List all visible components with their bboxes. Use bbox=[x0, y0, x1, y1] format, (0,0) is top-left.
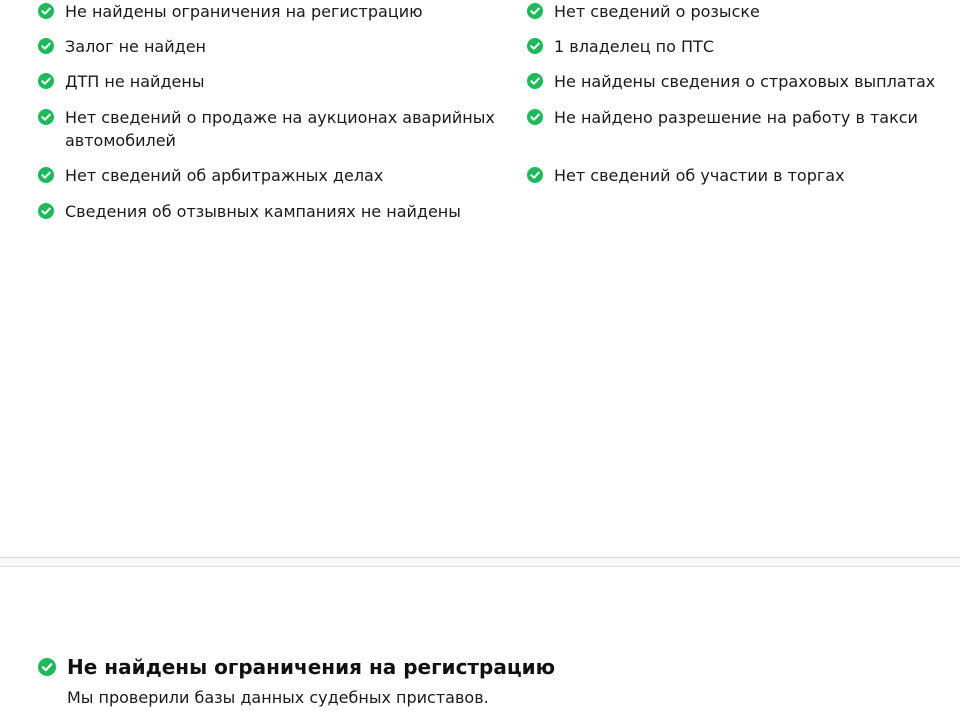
check-item-accidents bbox=[38, 70, 508, 93]
check-circle-icon bbox=[38, 73, 54, 89]
check-item-trading bbox=[527, 164, 960, 187]
check-item-label: Сведения об отзывных кампаниях не найдены bbox=[65, 202, 461, 221]
check-item-owners bbox=[527, 35, 960, 58]
check-item-label: Нет сведений о продаже на аукционах аварийных автомобилей bbox=[65, 108, 495, 150]
check-item-label: Нет сведений об участии в торгах bbox=[554, 166, 845, 185]
check-item-recall-campaigns bbox=[38, 200, 508, 223]
check-item-label: ДТП не найдены bbox=[65, 72, 205, 91]
check-item-taxi-permit bbox=[527, 106, 960, 129]
check-circle-icon bbox=[527, 3, 543, 19]
detail-title: Не найдены ограничения на регистрацию bbox=[67, 655, 556, 679]
check-item-arbitration bbox=[38, 164, 508, 187]
check-item-registration-restrictions bbox=[38, 0, 508, 23]
check-item-label: Не найдены ограничения на регистрацию bbox=[65, 2, 423, 21]
check-circle-icon bbox=[527, 167, 543, 183]
check-circle-icon bbox=[38, 658, 56, 676]
check-item-label: 1 владелец по ПТС bbox=[554, 37, 714, 56]
check-item-label: Нет сведений о розыске bbox=[554, 2, 760, 21]
detail-heading bbox=[38, 652, 938, 682]
check-circle-icon bbox=[527, 38, 543, 54]
check-circle-icon bbox=[527, 73, 543, 89]
check-circle-icon bbox=[38, 38, 54, 54]
check-item-damaged-auctions bbox=[38, 106, 508, 152]
section-divider bbox=[0, 557, 960, 567]
check-item-wanted bbox=[527, 0, 960, 23]
check-circle-icon bbox=[38, 167, 54, 183]
check-circle-icon bbox=[527, 109, 543, 125]
check-item-insurance-payments bbox=[527, 70, 960, 93]
check-circle-icon bbox=[38, 3, 54, 19]
check-item-label: Залог не найден bbox=[65, 37, 206, 56]
detail-section-registration bbox=[38, 652, 938, 709]
check-item-label: Не найдено разрешение на работу в такси bbox=[554, 108, 918, 127]
check-item-label: Нет сведений об арбитражных делах bbox=[65, 166, 384, 185]
detail-description: Мы проверили базы данных судебных приставов. bbox=[67, 688, 489, 707]
check-item-pledge bbox=[38, 35, 508, 58]
check-item-label: Не найдены сведения о страховых выплатах bbox=[554, 72, 936, 91]
check-circle-icon bbox=[38, 109, 54, 125]
check-circle-icon bbox=[38, 203, 54, 219]
